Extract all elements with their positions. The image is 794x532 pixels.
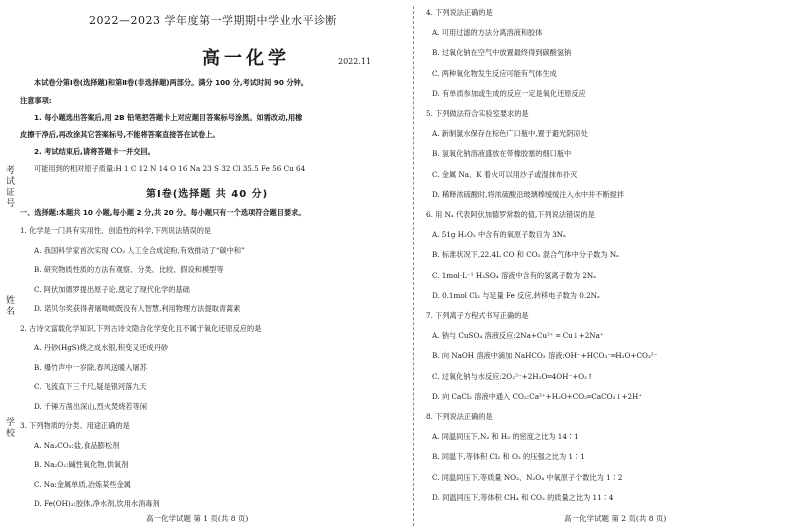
question-option: C. 过氧化钠与水反应:2O₂²⁻+2H₂O═4OH⁻+O₂↑ xyxy=(432,371,594,381)
question-stem: 3. 下列物质的分类、用途正确的是 xyxy=(20,421,130,430)
question-option: B. 标准状况下,22.4L CO 和 CO₂ 混合气体中分子数为 Nₐ xyxy=(432,250,619,260)
subject-title: 高一化学 xyxy=(202,48,290,69)
note-1b: 皮擦干净后,再改涂其它答案标号,不能将答案直接答在试卷上。 xyxy=(20,130,220,139)
question-option: B. 爆竹声中一岁除,春风送暖入屠苏 xyxy=(34,362,147,372)
question-option: C. 飞流直下三千尺,疑是银河落九天 xyxy=(34,382,147,391)
question-option: D. 稀释浓硫酸时,将浓硫酸沿玻璃棒缓缓注入水中并不断搅拌 xyxy=(432,189,625,199)
question-option: B. 过氧化钠在空气中放置最终得到碳酸氢钠 xyxy=(432,48,572,58)
question-option: A. Na₂CO₃:盐,食品膨松剂 xyxy=(34,440,120,450)
question-option: C. 两种氧化物发生反应可能有气体生成 xyxy=(432,68,557,78)
footer-right: 高一化学试题 第 2 页(共 8 页) xyxy=(564,514,667,523)
question-option: B. 同温下,等体积 Cl₂ 和 O₂ 的压强之比为 1∶1 xyxy=(432,452,585,462)
note-2: 2. 考试结束后,请将答题卡一并交回。 xyxy=(34,147,155,156)
question-option: D. 同温同压下,等体积 CH₄ 和 CO₂ 的质量之比为 11∶4 xyxy=(432,492,614,502)
question-option: D. 诺贝尔奖获得者屠呦呦既没有人智慧,利用物理方法提取青蒿素 xyxy=(34,304,241,313)
atomic-mass-line: 可能用到的相对原子质量:H 1 C 12 N 14 O 16 Na 23 S 32 Cl 35.5 Fe 56 Cu 64 xyxy=(34,164,306,173)
page-divider xyxy=(413,6,414,526)
question-option: C. Na:金属单质,冶炼某些金属 xyxy=(34,479,131,489)
question-option: A. 钠与 CuSO₄ 溶液反应:2Na+Cu²⁺ ═ Cu↓+2Na⁺ xyxy=(432,331,604,341)
exam-date: 2022.11 xyxy=(338,57,372,66)
question-option: C. 1mol·L⁻¹ H₂SO₄ 溶液中含有的氢离子数为 2Nₐ xyxy=(432,270,596,280)
question-stem: 1. 化学是一门具有实用性、创造性的科学,下列说法错误的是 xyxy=(20,226,212,235)
question-option: A. 新制氯水保存在棕色广口瓶中,置于避光阴凉处 xyxy=(432,129,588,139)
question-stem: 8. 下列说法正确的是 xyxy=(426,412,493,421)
question-option: A. 可用过滤的方法分离溶液和胶体 xyxy=(432,28,543,38)
question-option: D. 向 CaCl₂ 溶液中通入 CO₂:Ca²⁺+H₂O+CO₂═CaCO₃↓+2H⁺ xyxy=(432,391,643,401)
question-option: C. 金属 Na、K 着火可以用沙子或湿抹布扑灭 xyxy=(432,169,578,179)
question-option: D. 0.1mol Cl₂ 与足量 Fe 反应,转移电子数为 0.2Nₐ xyxy=(432,290,600,300)
question-option: D. 有单质参加或生成的反应一定是氧化还原反应 xyxy=(432,88,586,98)
question-option: D. Fe(OH)₃:胶体,净水剂,饮用水消毒剂 xyxy=(34,499,160,508)
binding-label-exam-id: 考试证号 xyxy=(6,166,16,209)
notes-title: 注意事项: xyxy=(20,96,52,105)
question-stem: 7. 下列离子方程式书写正确的是 xyxy=(426,311,529,320)
question-option: B. Na₂O₂:碱性氧化物,供氧剂 xyxy=(34,460,129,469)
exam-title: 2022—2023 学年度第一学期期中学业水平诊断 xyxy=(89,14,337,27)
question-option: C. 同温同压下,等质量 NO₂、N₂O₄ 中氧原子个数比为 1∶2 xyxy=(432,472,623,482)
question-option: B. 研究物质性质的方法有观察、分类、比较、假设和模型等 xyxy=(34,265,224,274)
question-option: A. 丹砂(HgS)烧之成水银,积变又还成丹砂 xyxy=(34,343,169,352)
intro-line: 本试卷分第Ⅰ卷(选择题)和第Ⅱ卷(非选择题)两部分。满分 100 分,考试时间 90 分钟。 xyxy=(34,78,308,87)
question-option: B. 氢氧化钠溶液盛放在带橡胶塞的细口瓶中 xyxy=(432,149,572,159)
question-stem: 5. 下列做法符合实验室要求的是 xyxy=(426,109,529,118)
question-option: D. 千锤万凿出深山,烈火焚烧若等闲 xyxy=(34,401,147,411)
part-1-instruction: 一、选择题:本题共 10 小题,每小题 2 分,共 20 分。每小题只有一个选项符合题目要求。 xyxy=(20,208,306,217)
footer-left: 高一化学试题 第 1 页(共 8 页) xyxy=(146,514,249,523)
section-1-title: 第Ⅰ卷(选择题 共 40 分) xyxy=(146,189,269,200)
question-option: B. 向 NaOH 溶液中滴加 NaHCO₃ 溶液:OH⁻+HCO₃⁻═H₂O+CO₃²⁻ xyxy=(432,351,658,361)
question-option: A. 51g H₂O₂ 中含有的氧原子数目为 3Nₐ xyxy=(432,230,566,240)
question-option: C. 阿伏加德罗提出原子论,奠定了现代化学的基础 xyxy=(34,284,190,294)
question-stem: 2. 古诗文富载化学知识,下列古诗文隐含化学变化且不属于氧化还原反应的是 xyxy=(20,323,262,333)
binding-label-name: 姓名 xyxy=(6,296,16,317)
question-option: A. 同温同压下,N₂ 和 H₂ 的密度之比为 14∶1 xyxy=(432,432,579,442)
question-stem: 4. 下列说法正确的是 xyxy=(426,8,493,17)
binding-label-school: 学校 xyxy=(6,418,16,439)
note-1a: 1. 每小题选出答案后,用 2B 铅笔把答题卡上对应题目答案标号涂黑。如需改动,用橡 xyxy=(34,113,303,122)
question-stem: 6. 用 Nₐ 代表阿伏加德罗常数的值,下列说法错误的是 xyxy=(426,210,595,219)
question-option: A. 我国科学家首次实现 CO₂ 人工全合成淀粉,有效推动了“碳中和” xyxy=(34,245,245,255)
